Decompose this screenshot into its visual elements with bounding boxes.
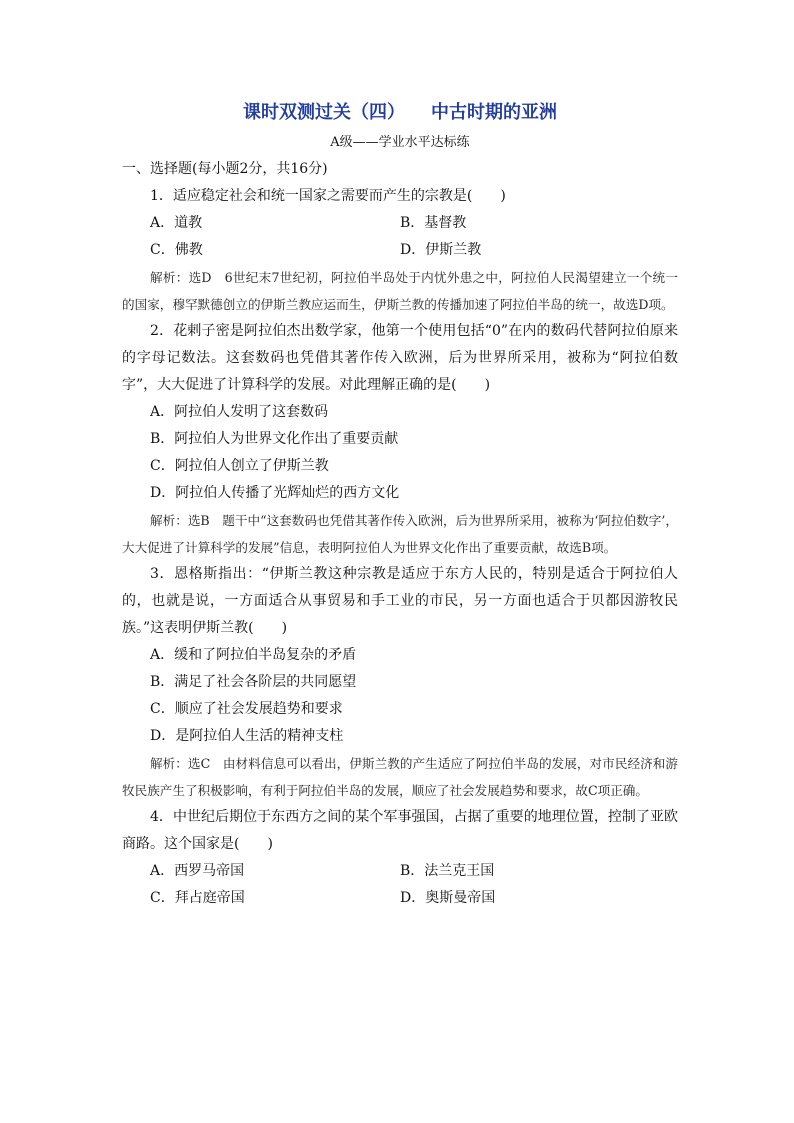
section-heading: 一、选择题(每小题2分，共16分) [122, 161, 328, 177]
option-c: C．阿拉伯人创立了伊斯兰教 [150, 458, 329, 474]
option-a: A．阿拉伯人发明了这套数码 [150, 404, 329, 420]
option-a: A．道教 [150, 215, 203, 231]
title-part2: 中古时期的亚洲 [431, 102, 557, 123]
option-d: D．是阿拉伯人生活的精神支柱 [150, 728, 344, 744]
question-4-stem: 4．中世纪后期位于东西方之间的某个军事强国，占据了重要的地理位置，控制了亚欧商路。这个国家是( ) [122, 809, 678, 852]
question-3-options [122, 642, 678, 750]
question-1-analysis: 解析：选D 6世纪末7世纪初，阿拉伯半岛处于内忧外患之中，阿拉伯人民渴望建立一个统一的国家，穆罕默德创立的伊斯兰教应运而生，伊斯兰教的传播加速了阿拉伯半岛的统一，故选D项。 [122, 270, 678, 312]
question-2-options [122, 399, 678, 507]
page-subtitle: A级——学业水平达标练 [330, 135, 470, 150]
option-a: A．西罗马帝国 [150, 863, 245, 879]
question-4-options [122, 858, 678, 912]
option-d: D．奥斯曼帝国 [400, 890, 496, 906]
question-1-stem: 1．适应稳定社会和统一国家之需要而产生的宗教是( ) [150, 188, 506, 204]
option-c: C．佛教 [150, 242, 203, 258]
page-content [122, 100, 678, 912]
question-3-stem: 3．恩格斯指出：“伊斯兰教这种宗教是适应于东方人民的，特别是适合于阿拉伯人的，也就是说，一方面适合从事贸易和手工业的市民，另一方面也适合于贝都因游牧民族。”这表明伊斯兰教( ) [122, 566, 678, 636]
option-b: B．法兰克王国 [400, 863, 495, 879]
question-3-analysis: 解析：选C 由材料信息可以看出，伊斯兰教的产生适应了阿拉伯半岛的发展，对市民经济和游牧民族产生了积极影响，有利于阿拉伯半岛的发展，顺应了社会发展趋势和要求，故C项正确。 [122, 756, 678, 798]
option-a: A．缓和了阿拉伯半岛复杂的矛盾 [150, 647, 357, 663]
page-title [122, 100, 678, 126]
option-d: D．阿拉伯人传播了光辉灿烂的西方文化 [150, 485, 400, 501]
title-part1: 课时双测过关（四） [243, 102, 405, 123]
option-b: B．阿拉伯人为世界文化作出了重要贡献 [150, 431, 399, 447]
question-2-analysis: 解析：选B 题干中“这套数码也凭借其著作传入欧洲，后为世界所采用，被称为‘阿拉伯数字’，大大促进了计算科学的发展”信息，表明阿拉伯人为世界文化作出了重要贡献，故选B项。 [122, 513, 678, 555]
question-1-options [122, 210, 678, 264]
option-b: B．满足了社会各阶层的共同愿望 [150, 674, 357, 690]
option-c: C．顺应了社会发展趋势和要求 [150, 701, 343, 717]
option-b: B．基督教 [400, 215, 467, 231]
option-d: D．伊斯兰教 [400, 242, 482, 258]
question-2-stem: 2．花剌子密是阿拉伯杰出数学家，他第一个使用包括“0”在内的数码代替阿拉伯原来的字母记数法。这套数码也凭借其著作传入欧洲，后为世界所采用，被称为“阿拉伯数字”，大大促进了计算科学的发展。对此理解正确的是( ) [122, 323, 678, 393]
option-c: C．拜占庭帝国 [150, 890, 245, 906]
